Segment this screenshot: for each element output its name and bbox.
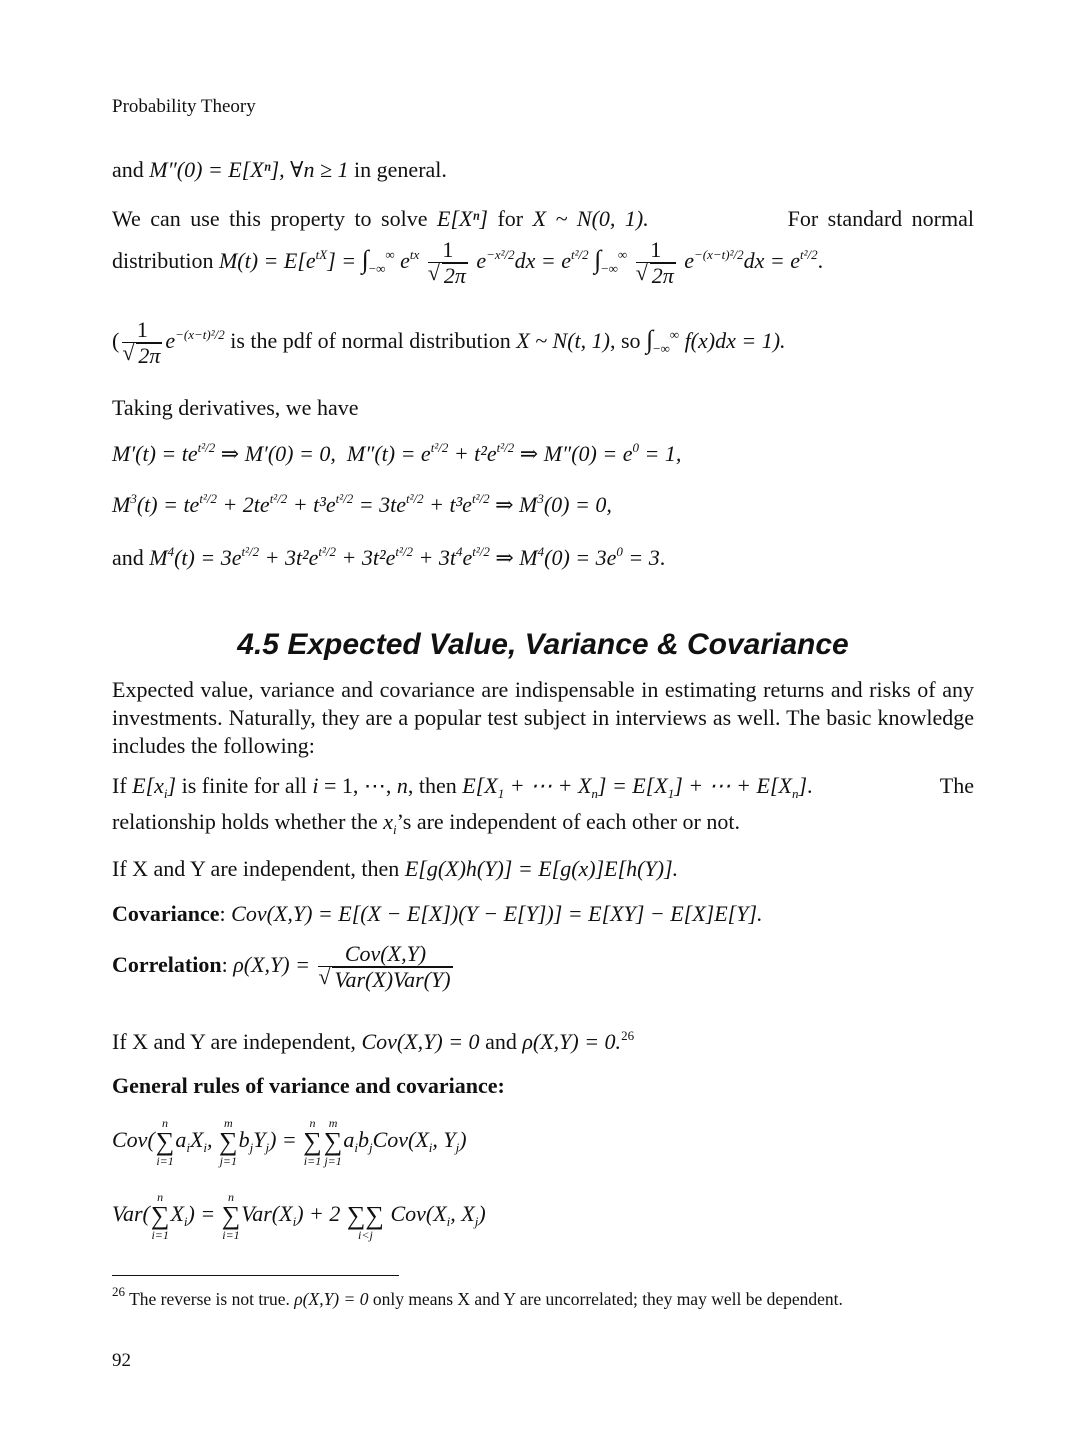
correlation-fraction: Cov(X,Y) √ Var(X)Var(Y) (318, 942, 452, 992)
footnote-26: $^{26}$ The reverse is not true. ρ(X,Y) = 0 only means X and Y are uncorrelated; they may well be dependent. (112, 1284, 843, 1309)
line-solve-standard-normal: We can use this property to solve E[Xⁿ] for X ~ N(0, 1). For standard normal (112, 206, 974, 231)
equation-variance-of-sum: Var( n ∑ i=1 $X_i$) = n ∑ i=1 $Var(X_i) + 2$ ∑∑ i<j $Cov(X_i$, $X_j$) (112, 1190, 486, 1242)
page-number: 92 (112, 1350, 131, 1371)
equation-covariance-of-sums: Cov( n ∑ i=1 $a_iX_i$, m ∑ j=1 $b_jY_j$) = n ∑ i=1 m ∑ j=1 $a_ib_jCov(X_i$, $Y_j$) (112, 1116, 467, 1168)
equation-mgf-standard-normal: distribution $M(t) = E[e^{tX}] = \int_{-\infty}^\infty$ $e^{tx}$ 1 √ 2π $e^{-x^2/2}dx = e^{t^2/2}$ $\int_{-\infty}^\infty$ 1 √ 2π $e^{-(x-t)^2/2}dx = e^{t^2/2}$. (112, 238, 823, 288)
paragraph-linearity-cont: relationship holds whether the $x_i’s$ are independent of each other or not. (112, 809, 740, 837)
running-header: Probability Theory (112, 96, 256, 117)
line-mgf-moment-property: and M″(0) = E[Xⁿ], ∀n ≥ 1 in general. (112, 157, 447, 182)
definition-covariance: Covariance: Cov(X,Y) = E[(X − E[X])(Y − E[Y])] = E[XY] − E[X]E[Y]. (112, 901, 763, 926)
rules-heading: General rules of variance and covariance: (112, 1073, 505, 1098)
section-heading: 4.5 Expected Value, Variance & Covariance (237, 628, 849, 661)
fraction-one-over-sqrt-2pi: 1 √ 2π (428, 238, 468, 288)
paragraph-independence-uncorrelated: If X and Y are independent, Cov(X,Y) = 0 and ρ(X,Y) = 0.26 (112, 1028, 635, 1054)
line-taking-derivatives: Taking derivatives, we have (112, 395, 359, 420)
footnote-rule (112, 1275, 399, 1276)
paragraph-linearity: If $E[x_i]$ is finite for all i = 1, ⋯, n, then $E[X_1$ + ⋯ + $X_n] = E[X_1]$ + ⋯ + $E[X_n]$. The (112, 773, 974, 801)
equation-fourth-derivative: and $M^4(t) = 3e^{t^2/2} + 3t^2e^{t^2/2} + 3t^2e^{t^2/2} + 3t^4e^{t^2/2}$ ⇒ $M^4(0) = 3e^0 = 3$. (112, 544, 666, 570)
paragraph-intro: Expected value, variance and covariance are indispensable in estimating returns and risks of any investments. Naturally, they are a popular test subject in interviews as well. The basic knowledge includes the following: (112, 677, 974, 758)
paragraph-independence-expectation: If X and Y are independent, then E[g(X)h(Y)] = E[g(x)]E[h(Y)]. (112, 856, 679, 881)
line-pdf-normal: ( 1 √ 2π $e^{-(x-t)^2/2}$ is the pdf of normal distribution X ~ N(t, 1), so $\int_{-\infty}^\infty$ f(x)dx = 1). (112, 318, 786, 368)
integral-sign: $\int_{-\infty}^\infty$ (361, 245, 395, 277)
footnote-reference: 26 (621, 1028, 635, 1043)
definition-correlation: Correlation: ρ(X,Y) = Cov(X,Y) √ Var(X)Var(Y) (112, 942, 456, 992)
equation-third-derivative: $M^3(t) = te^{t^2/2} + 2te^{t^2/2} + t^3e^{t^2/2} = 3te^{t^2/2} + t^3e^{t^2/2}$ ⇒ $M^3(0) = 0$, (112, 491, 612, 517)
equation-first-second-derivative: $M'(t) = te^{t^2/2}$ ⇒ M′(0) = 0, $M''(t) = e^{t^2/2} + t^2e^{t^2/2}$ ⇒ $M''(0) = e^0 = 1$, (112, 440, 682, 466)
